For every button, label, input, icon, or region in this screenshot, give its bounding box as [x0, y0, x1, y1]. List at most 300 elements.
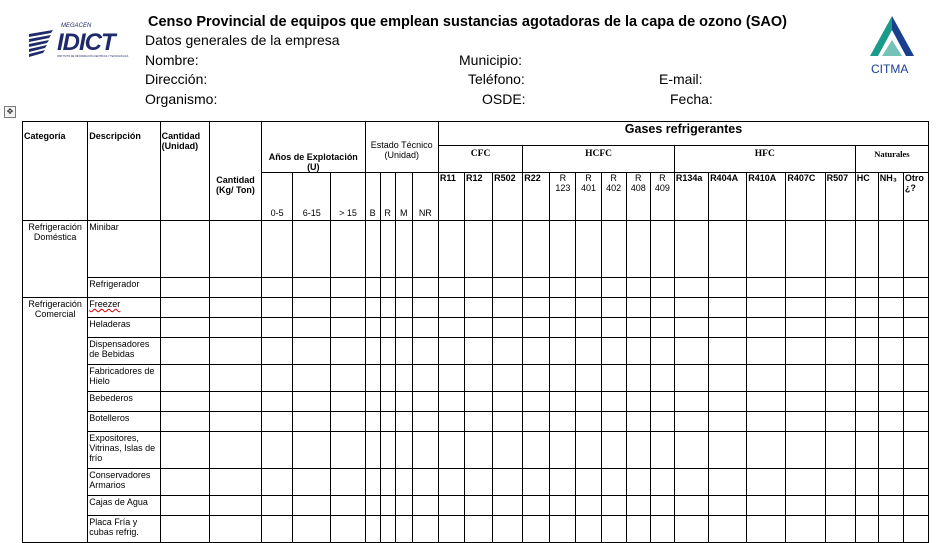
data-cell[interactable]: [786, 278, 825, 298]
data-cell[interactable]: [209, 278, 261, 298]
data-cell[interactable]: [601, 298, 626, 318]
data-cell[interactable]: [786, 516, 825, 543]
data-cell[interactable]: [365, 338, 380, 365]
data-cell[interactable]: [903, 338, 928, 365]
data-cell[interactable]: [903, 516, 928, 543]
data-cell[interactable]: [262, 516, 293, 543]
data-cell[interactable]: [262, 392, 293, 412]
data-cell[interactable]: [464, 318, 492, 338]
data-cell[interactable]: [209, 469, 261, 496]
data-cell[interactable]: [650, 412, 674, 432]
data-cell[interactable]: [674, 365, 708, 392]
data-cell[interactable]: [331, 221, 365, 278]
data-cell[interactable]: [209, 516, 261, 543]
data-cell[interactable]: [855, 278, 878, 298]
data-cell[interactable]: [650, 278, 674, 298]
data-cell[interactable]: [709, 432, 747, 469]
data-cell[interactable]: [674, 318, 708, 338]
data-cell[interactable]: [365, 469, 380, 496]
data-cell[interactable]: [825, 469, 855, 496]
data-cell[interactable]: [262, 298, 293, 318]
data-cell[interactable]: [331, 432, 365, 469]
data-cell[interactable]: [160, 318, 209, 338]
data-cell[interactable]: [878, 432, 903, 469]
data-cell[interactable]: [293, 278, 331, 298]
data-cell[interactable]: [331, 469, 365, 496]
data-cell[interactable]: [523, 516, 550, 543]
data-cell[interactable]: [626, 278, 650, 298]
data-cell[interactable]: [523, 365, 550, 392]
data-cell[interactable]: [412, 338, 438, 365]
data-cell[interactable]: [464, 365, 492, 392]
data-cell[interactable]: [903, 392, 928, 412]
data-cell[interactable]: [674, 432, 708, 469]
data-cell[interactable]: [438, 469, 464, 496]
data-cell[interactable]: [395, 365, 412, 392]
data-cell[interactable]: [709, 392, 747, 412]
data-cell[interactable]: [412, 432, 438, 469]
data-cell[interactable]: [331, 318, 365, 338]
data-cell[interactable]: [674, 298, 708, 318]
data-cell[interactable]: [601, 365, 626, 392]
data-cell[interactable]: [412, 469, 438, 496]
data-cell[interactable]: [380, 338, 395, 365]
data-cell[interactable]: [380, 365, 395, 392]
data-cell[interactable]: [786, 318, 825, 338]
data-cell[interactable]: [576, 392, 601, 412]
data-cell[interactable]: [626, 516, 650, 543]
data-cell[interactable]: [747, 516, 786, 543]
data-cell[interactable]: [365, 392, 380, 412]
data-cell[interactable]: [160, 516, 209, 543]
data-cell[interactable]: [160, 469, 209, 496]
data-cell[interactable]: [160, 298, 209, 318]
data-cell[interactable]: [903, 365, 928, 392]
data-cell[interactable]: [576, 338, 601, 365]
data-cell[interactable]: [650, 318, 674, 338]
data-cell[interactable]: [576, 318, 601, 338]
data-cell[interactable]: [365, 432, 380, 469]
data-cell[interactable]: [380, 318, 395, 338]
data-cell[interactable]: [464, 412, 492, 432]
data-cell[interactable]: [878, 412, 903, 432]
data-cell[interactable]: [380, 221, 395, 278]
data-cell[interactable]: [412, 392, 438, 412]
data-cell[interactable]: [601, 412, 626, 432]
data-cell[interactable]: [747, 221, 786, 278]
data-cell[interactable]: [650, 469, 674, 496]
data-cell[interactable]: [464, 432, 492, 469]
data-cell[interactable]: [464, 469, 492, 496]
data-cell[interactable]: [786, 432, 825, 469]
data-cell[interactable]: [331, 278, 365, 298]
data-cell[interactable]: [786, 221, 825, 278]
data-cell[interactable]: [412, 298, 438, 318]
data-cell[interactable]: [855, 432, 878, 469]
data-cell[interactable]: [523, 412, 550, 432]
data-cell[interactable]: [438, 318, 464, 338]
data-cell[interactable]: [262, 469, 293, 496]
data-cell[interactable]: [626, 338, 650, 365]
data-cell[interactable]: [786, 298, 825, 318]
data-cell[interactable]: [412, 318, 438, 338]
data-cell[interactable]: [380, 298, 395, 318]
data-cell[interactable]: [209, 432, 261, 469]
data-cell[interactable]: [747, 392, 786, 412]
data-cell[interactable]: [878, 516, 903, 543]
data-cell[interactable]: [493, 221, 523, 278]
data-cell[interactable]: [160, 338, 209, 365]
data-cell[interactable]: [550, 278, 576, 298]
data-cell[interactable]: [293, 298, 331, 318]
data-cell[interactable]: [878, 469, 903, 496]
data-cell[interactable]: [550, 496, 576, 516]
data-cell[interactable]: [395, 496, 412, 516]
data-cell[interactable]: [493, 516, 523, 543]
data-cell[interactable]: [747, 338, 786, 365]
data-cell[interactable]: [438, 365, 464, 392]
data-cell[interactable]: [650, 338, 674, 365]
data-cell[interactable]: [293, 469, 331, 496]
data-cell[interactable]: [576, 412, 601, 432]
data-cell[interactable]: [747, 298, 786, 318]
data-cell[interactable]: [438, 432, 464, 469]
data-cell[interactable]: [464, 392, 492, 412]
data-cell[interactable]: [626, 469, 650, 496]
data-cell[interactable]: [709, 221, 747, 278]
data-cell[interactable]: [464, 221, 492, 278]
data-cell[interactable]: [331, 392, 365, 412]
data-cell[interactable]: [650, 365, 674, 392]
data-cell[interactable]: [262, 318, 293, 338]
data-cell[interactable]: [380, 516, 395, 543]
data-cell[interactable]: [262, 412, 293, 432]
data-cell[interactable]: [878, 221, 903, 278]
data-cell[interactable]: [650, 516, 674, 543]
data-cell[interactable]: [331, 338, 365, 365]
data-cell[interactable]: [674, 338, 708, 365]
data-cell[interactable]: [709, 298, 747, 318]
data-cell[interactable]: [395, 298, 412, 318]
data-cell[interactable]: [878, 496, 903, 516]
data-cell[interactable]: [626, 432, 650, 469]
data-cell[interactable]: [412, 516, 438, 543]
data-cell[interactable]: [493, 432, 523, 469]
data-cell[interactable]: [464, 496, 492, 516]
data-cell[interactable]: [380, 278, 395, 298]
data-cell[interactable]: [903, 278, 928, 298]
data-cell[interactable]: [293, 412, 331, 432]
data-cell[interactable]: [331, 412, 365, 432]
data-cell[interactable]: [209, 392, 261, 412]
data-cell[interactable]: [878, 338, 903, 365]
data-cell[interactable]: [626, 496, 650, 516]
data-cell[interactable]: [209, 365, 261, 392]
data-cell[interactable]: [523, 496, 550, 516]
data-cell[interactable]: [412, 278, 438, 298]
data-cell[interactable]: [380, 392, 395, 412]
data-cell[interactable]: [674, 516, 708, 543]
data-cell[interactable]: [650, 392, 674, 412]
data-cell[interactable]: [601, 278, 626, 298]
data-cell[interactable]: [550, 412, 576, 432]
data-cell[interactable]: [209, 318, 261, 338]
data-cell[interactable]: [331, 365, 365, 392]
data-cell[interactable]: [747, 496, 786, 516]
data-cell[interactable]: [438, 338, 464, 365]
data-cell[interactable]: [412, 412, 438, 432]
data-cell[interactable]: [903, 298, 928, 318]
data-cell[interactable]: [395, 432, 412, 469]
data-cell[interactable]: [493, 298, 523, 318]
data-cell[interactable]: [878, 365, 903, 392]
data-cell[interactable]: [855, 298, 878, 318]
data-cell[interactable]: [626, 298, 650, 318]
data-cell[interactable]: [380, 432, 395, 469]
data-cell[interactable]: [650, 221, 674, 278]
data-cell[interactable]: [878, 318, 903, 338]
data-cell[interactable]: [878, 298, 903, 318]
data-cell[interactable]: [365, 298, 380, 318]
data-cell[interactable]: [576, 432, 601, 469]
data-cell[interactable]: [209, 412, 261, 432]
data-cell[interactable]: [747, 318, 786, 338]
data-cell[interactable]: [825, 365, 855, 392]
data-cell[interactable]: [825, 298, 855, 318]
data-cell[interactable]: [523, 318, 550, 338]
data-cell[interactable]: [855, 469, 878, 496]
data-cell[interactable]: [855, 338, 878, 365]
data-cell[interactable]: [493, 392, 523, 412]
data-cell[interactable]: [825, 412, 855, 432]
data-cell[interactable]: [464, 278, 492, 298]
data-cell[interactable]: [825, 392, 855, 412]
data-cell[interactable]: [395, 392, 412, 412]
data-cell[interactable]: [576, 365, 601, 392]
data-cell[interactable]: [395, 318, 412, 338]
data-cell[interactable]: [650, 432, 674, 469]
data-cell[interactable]: [601, 318, 626, 338]
data-cell[interactable]: [380, 469, 395, 496]
data-cell[interactable]: [626, 318, 650, 338]
data-cell[interactable]: [160, 221, 209, 278]
data-cell[interactable]: [493, 365, 523, 392]
data-cell[interactable]: [464, 338, 492, 365]
data-cell[interactable]: [523, 278, 550, 298]
data-cell[interactable]: [674, 278, 708, 298]
data-cell[interactable]: [747, 278, 786, 298]
data-cell[interactable]: [493, 412, 523, 432]
data-cell[interactable]: [523, 432, 550, 469]
data-cell[interactable]: [550, 432, 576, 469]
data-cell[interactable]: [626, 392, 650, 412]
data-cell[interactable]: [601, 432, 626, 469]
data-cell[interactable]: [523, 469, 550, 496]
data-cell[interactable]: [395, 412, 412, 432]
data-cell[interactable]: [438, 516, 464, 543]
data-cell[interactable]: [293, 318, 331, 338]
data-cell[interactable]: [160, 496, 209, 516]
data-cell[interactable]: [550, 516, 576, 543]
data-cell[interactable]: [160, 392, 209, 412]
data-cell[interactable]: [855, 412, 878, 432]
data-cell[interactable]: [262, 338, 293, 365]
data-cell[interactable]: [380, 412, 395, 432]
data-cell[interactable]: [395, 278, 412, 298]
data-cell[interactable]: [262, 221, 293, 278]
data-cell[interactable]: [747, 432, 786, 469]
data-cell[interactable]: [262, 496, 293, 516]
data-cell[interactable]: [209, 496, 261, 516]
data-cell[interactable]: [395, 338, 412, 365]
data-cell[interactable]: [855, 496, 878, 516]
data-cell[interactable]: [438, 298, 464, 318]
table-move-handle-icon[interactable]: ✥: [4, 106, 16, 118]
data-cell[interactable]: [855, 221, 878, 278]
data-cell[interactable]: [825, 516, 855, 543]
data-cell[interactable]: [709, 516, 747, 543]
data-cell[interactable]: [674, 412, 708, 432]
data-cell[interactable]: [209, 338, 261, 365]
data-cell[interactable]: [438, 392, 464, 412]
data-cell[interactable]: [576, 516, 601, 543]
data-cell[interactable]: [601, 516, 626, 543]
data-cell[interactable]: [855, 516, 878, 543]
data-cell[interactable]: [855, 318, 878, 338]
data-cell[interactable]: [160, 365, 209, 392]
data-cell[interactable]: [550, 365, 576, 392]
data-cell[interactable]: [601, 496, 626, 516]
data-cell[interactable]: [331, 298, 365, 318]
data-cell[interactable]: [293, 392, 331, 412]
data-cell[interactable]: [601, 392, 626, 412]
data-cell[interactable]: [293, 432, 331, 469]
data-cell[interactable]: [160, 412, 209, 432]
data-cell[interactable]: [903, 412, 928, 432]
data-cell[interactable]: [747, 469, 786, 496]
data-cell[interactable]: [493, 496, 523, 516]
data-cell[interactable]: [331, 516, 365, 543]
data-cell[interactable]: [903, 318, 928, 338]
data-cell[interactable]: [365, 516, 380, 543]
data-cell[interactable]: [365, 412, 380, 432]
data-cell[interactable]: [550, 469, 576, 496]
data-cell[interactable]: [825, 338, 855, 365]
data-cell[interactable]: [674, 392, 708, 412]
data-cell[interactable]: [747, 365, 786, 392]
data-cell[interactable]: [464, 516, 492, 543]
data-cell[interactable]: [709, 469, 747, 496]
data-cell[interactable]: [650, 496, 674, 516]
data-cell[interactable]: [209, 298, 261, 318]
data-cell[interactable]: [825, 221, 855, 278]
data-cell[interactable]: [903, 469, 928, 496]
data-cell[interactable]: [262, 365, 293, 392]
data-cell[interactable]: [825, 432, 855, 469]
data-cell[interactable]: [365, 365, 380, 392]
data-cell[interactable]: [674, 469, 708, 496]
data-cell[interactable]: [380, 496, 395, 516]
data-cell[interactable]: [438, 496, 464, 516]
data-cell[interactable]: [576, 278, 601, 298]
data-cell[interactable]: [855, 365, 878, 392]
data-cell[interactable]: [262, 432, 293, 469]
data-cell[interactable]: [709, 412, 747, 432]
data-cell[interactable]: [293, 365, 331, 392]
data-cell[interactable]: [709, 338, 747, 365]
data-cell[interactable]: [365, 221, 380, 278]
data-cell[interactable]: [825, 278, 855, 298]
data-cell[interactable]: [709, 365, 747, 392]
data-cell[interactable]: [395, 516, 412, 543]
data-cell[interactable]: [293, 516, 331, 543]
data-cell[interactable]: [523, 298, 550, 318]
data-cell[interactable]: [878, 392, 903, 412]
data-cell[interactable]: [438, 412, 464, 432]
data-cell[interactable]: [293, 338, 331, 365]
data-cell[interactable]: [576, 221, 601, 278]
data-cell[interactable]: [786, 496, 825, 516]
data-cell[interactable]: [365, 318, 380, 338]
data-cell[interactable]: [293, 496, 331, 516]
data-cell[interactable]: [650, 298, 674, 318]
data-cell[interactable]: [626, 221, 650, 278]
data-cell[interactable]: [786, 338, 825, 365]
data-cell[interactable]: [438, 278, 464, 298]
data-cell[interactable]: [674, 221, 708, 278]
data-cell[interactable]: [550, 318, 576, 338]
data-cell[interactable]: [262, 278, 293, 298]
data-cell[interactable]: [786, 392, 825, 412]
data-cell[interactable]: [825, 318, 855, 338]
data-cell[interactable]: [576, 469, 601, 496]
data-cell[interactable]: [626, 412, 650, 432]
data-cell[interactable]: [709, 278, 747, 298]
data-cell[interactable]: [878, 278, 903, 298]
data-cell[interactable]: [523, 338, 550, 365]
data-cell[interactable]: [523, 392, 550, 412]
data-cell[interactable]: [412, 221, 438, 278]
data-cell[interactable]: [395, 221, 412, 278]
data-cell[interactable]: [903, 432, 928, 469]
data-cell[interactable]: [576, 496, 601, 516]
data-cell[interactable]: [601, 221, 626, 278]
data-cell[interactable]: [493, 338, 523, 365]
data-cell[interactable]: [464, 298, 492, 318]
data-cell[interactable]: [825, 496, 855, 516]
data-cell[interactable]: [365, 496, 380, 516]
data-cell[interactable]: [523, 221, 550, 278]
data-cell[interactable]: [786, 365, 825, 392]
data-cell[interactable]: [747, 412, 786, 432]
data-cell[interactable]: [493, 318, 523, 338]
data-cell[interactable]: [293, 221, 331, 278]
data-cell[interactable]: [438, 221, 464, 278]
data-cell[interactable]: [709, 318, 747, 338]
data-cell[interactable]: [493, 278, 523, 298]
data-cell[interactable]: [903, 496, 928, 516]
data-cell[interactable]: [601, 338, 626, 365]
data-cell[interactable]: [160, 432, 209, 469]
data-cell[interactable]: [550, 338, 576, 365]
data-cell[interactable]: [576, 298, 601, 318]
data-cell[interactable]: [412, 496, 438, 516]
data-cell[interactable]: [550, 298, 576, 318]
data-cell[interactable]: [412, 365, 438, 392]
data-cell[interactable]: [331, 496, 365, 516]
data-cell[interactable]: [493, 469, 523, 496]
data-cell[interactable]: [601, 469, 626, 496]
